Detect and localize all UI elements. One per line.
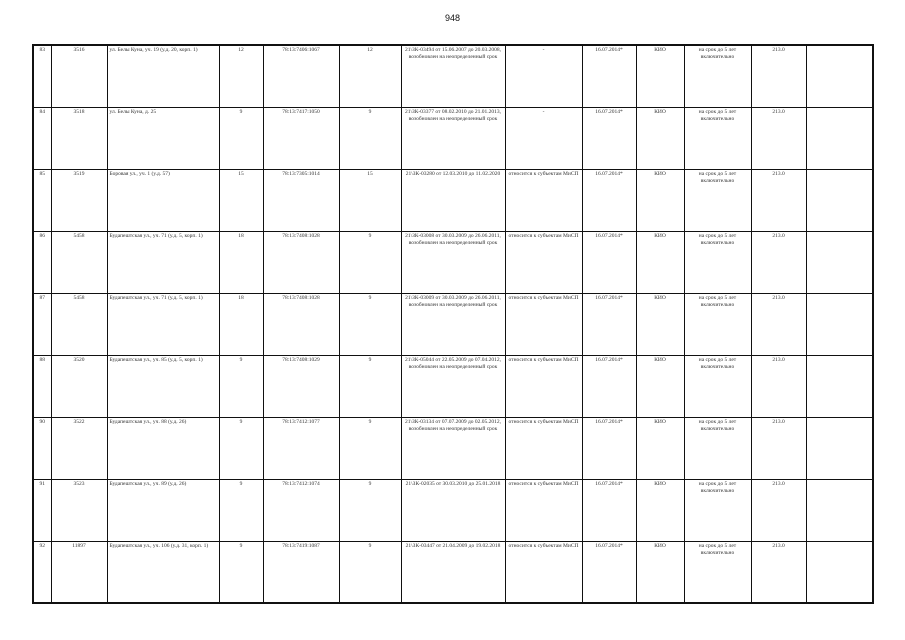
table-row: [33, 232, 873, 294]
object-id-cell: 3516: [51, 45, 107, 108]
document-cell: 21\ЗК-03009 от 30.03.2009 до 26.06.2011, возобновлен на неопределенный срок: [401, 294, 505, 356]
code-cell: 213.0: [751, 45, 806, 108]
subject-status-cell: -: [505, 108, 582, 170]
address-cell: ул. Белы Куна, д. 25: [107, 108, 219, 170]
term-cell: на срок до 5 лет включительно: [684, 294, 751, 356]
address-cell: Боровая ул., уч. 1 (у.д. 57): [107, 170, 219, 232]
registry-table: [32, 44, 874, 604]
address-cell: Будапештская ул., уч. 89 (у.д. 26): [107, 480, 219, 542]
page-number: 948: [444, 13, 461, 23]
used-area-cell: 9: [339, 294, 401, 356]
used-area-cell: 12: [339, 45, 401, 108]
table-row: [33, 356, 873, 418]
row-number-cell: 92: [33, 542, 51, 604]
used-area-cell: 9: [339, 356, 401, 418]
table-row: [33, 542, 873, 604]
registry-body: [33, 45, 873, 603]
area-cell: 18: [219, 294, 263, 356]
row-number-cell: 86: [33, 232, 51, 294]
used-area-cell: 15: [339, 170, 401, 232]
cadastral-number-cell: 78:13:7408:1029: [263, 356, 339, 418]
term-cell: на срок до 5 лет включительно: [684, 542, 751, 604]
organization-cell: КИО: [636, 232, 684, 294]
code-cell: 213.0: [751, 480, 806, 542]
code-cell: 213.0: [751, 294, 806, 356]
used-area-cell: 9: [339, 232, 401, 294]
organization-cell: КИО: [636, 108, 684, 170]
table-row: [33, 294, 873, 356]
table-row: [33, 45, 873, 108]
extra-cell: [806, 294, 873, 356]
table-row: [33, 170, 873, 232]
extra-cell: [806, 418, 873, 480]
area-cell: 9: [219, 542, 263, 604]
table-row: [33, 108, 873, 170]
subject-status-cell: относится к субъектам МиСП: [505, 232, 582, 294]
document-cell: 21\ЗК-02035 от 30.03.2010 до 25.01.2018: [401, 480, 505, 542]
term-cell: на срок до 5 лет включительно: [684, 232, 751, 294]
organization-cell: КИО: [636, 480, 684, 542]
table-row: [33, 480, 873, 542]
date-cell: 16.07.2014*: [582, 356, 636, 418]
code-cell: 213.0: [751, 108, 806, 170]
term-cell: на срок до 5 лет включительно: [684, 480, 751, 542]
area-cell: 9: [219, 108, 263, 170]
organization-cell: КИО: [636, 45, 684, 108]
code-cell: 213.0: [751, 542, 806, 604]
date-cell: 16.07.2014*: [582, 45, 636, 108]
address-cell: Будапештская ул., уч. 71 (у.д. 5, корп. 1): [107, 232, 219, 294]
document-cell: 21\ЗК-03377 от 08.02.2010 до 21.01.2013, возобновлен на неопределенный срок: [401, 108, 505, 170]
document-cell: 21\ЗК-03134 от 07.07.2009 до 02.05.2012, возобновлен на неопределенный срок: [401, 418, 505, 480]
area-cell: 9: [219, 418, 263, 480]
row-number-cell: 84: [33, 108, 51, 170]
term-cell: на срок до 5 лет включительно: [684, 356, 751, 418]
address-cell: ул. Белы Куна, уч. 19 (у.д. 20, корп. 1): [107, 45, 219, 108]
cadastral-number-cell: 78:13:7408:1028: [263, 232, 339, 294]
document-cell: 21\ЗК-03447 от 21.04.2009 до 19.02.2018: [401, 542, 505, 604]
cadastral-number-cell: 78:13:7412:1074: [263, 480, 339, 542]
term-cell: на срок до 5 лет включительно: [684, 108, 751, 170]
code-cell: 213.0: [751, 232, 806, 294]
date-cell: 16.07.2014*: [582, 108, 636, 170]
subject-status-cell: относится к субъектам МиСП: [505, 480, 582, 542]
organization-cell: КИО: [636, 356, 684, 418]
extra-cell: [806, 542, 873, 604]
cadastral-number-cell: 78:13:7305:1014: [263, 170, 339, 232]
organization-cell: КИО: [636, 170, 684, 232]
document-cell: 21\ЗК-05044 от 22.05.2009 до 07.04.2012, возобновлен на неопределенный срок: [401, 356, 505, 418]
extra-cell: [806, 108, 873, 170]
used-area-cell: 9: [339, 418, 401, 480]
address-cell: Будапештская ул., уч. 85 (у.д. 5, корп. 1): [107, 356, 219, 418]
area-cell: 9: [219, 356, 263, 418]
code-cell: 213.0: [751, 170, 806, 232]
extra-cell: [806, 170, 873, 232]
object-id-cell: 3522: [51, 418, 107, 480]
address-cell: Будапештская ул., уч. 88 (у.д. 26): [107, 418, 219, 480]
date-cell: 16.07.2014*: [582, 232, 636, 294]
subject-status-cell: относится к субъектам МиСП: [505, 356, 582, 418]
date-cell: 16.07.2014*: [582, 542, 636, 604]
object-id-cell: 3518: [51, 108, 107, 170]
code-cell: 213.0: [751, 418, 806, 480]
cadastral-number-cell: 78:13:7412:1077: [263, 418, 339, 480]
used-area-cell: 9: [339, 542, 401, 604]
area-cell: 12: [219, 45, 263, 108]
row-number-cell: 88: [33, 356, 51, 418]
date-cell: 16.07.2014*: [582, 480, 636, 542]
date-cell: 16.07.2014*: [582, 170, 636, 232]
area-cell: 9: [219, 480, 263, 542]
address-cell: Будапештская ул., уч. 71 (у.д. 5, корп. 1): [107, 294, 219, 356]
extra-cell: [806, 480, 873, 542]
term-cell: на срок до 5 лет включительно: [684, 45, 751, 108]
document-cell: 21\ЗК-03008 от 30.03.2009 до 26.06.2011, возобновлен на неопределенный срок: [401, 232, 505, 294]
table-row: [33, 418, 873, 480]
subject-status-cell: относится к субъектам МиСП: [505, 294, 582, 356]
used-area-cell: 9: [339, 480, 401, 542]
cadastral-number-cell: 78:13:7419:1087: [263, 542, 339, 604]
cadastral-number-cell: 78:13:7406:1067: [263, 45, 339, 108]
document-cell: 21\ЗК-03494 от 15.06.2007 до 20.03.2008, возобновлен на неопределенный срок: [401, 45, 505, 108]
code-cell: 213.0: [751, 356, 806, 418]
object-id-cell: 11897: [51, 542, 107, 604]
object-id-cell: 3520: [51, 356, 107, 418]
term-cell: на срок до 5 лет включительно: [684, 418, 751, 480]
subject-status-cell: -: [505, 45, 582, 108]
row-number-cell: 90: [33, 418, 51, 480]
row-number-cell: 83: [33, 45, 51, 108]
cadastral-number-cell: 78:13:7408:1028: [263, 294, 339, 356]
date-cell: 16.07.2014*: [582, 294, 636, 356]
date-cell: 16.07.2014*: [582, 418, 636, 480]
organization-cell: КИО: [636, 542, 684, 604]
document-cell: 21\ЗК-03280 от 12.03.2010 до 11.02.2020: [401, 170, 505, 232]
subject-status-cell: относится к субъектам МиСП: [505, 542, 582, 604]
used-area-cell: 9: [339, 108, 401, 170]
cadastral-number-cell: 78:13:7417:1050: [263, 108, 339, 170]
row-number-cell: 87: [33, 294, 51, 356]
row-number-cell: 85: [33, 170, 51, 232]
subject-status-cell: относится к субъектам МиСП: [505, 170, 582, 232]
extra-cell: [806, 45, 873, 108]
organization-cell: КИО: [636, 418, 684, 480]
area-cell: 15: [219, 170, 263, 232]
area-cell: 18: [219, 232, 263, 294]
extra-cell: [806, 232, 873, 294]
address-cell: Будапештская ул., уч. 106 (у.д. 31, корп. 1): [107, 542, 219, 604]
term-cell: на срок до 5 лет включительно: [684, 170, 751, 232]
subject-status-cell: относится к субъектам МиСП: [505, 418, 582, 480]
object-id-cell: 3523: [51, 480, 107, 542]
extra-cell: [806, 356, 873, 418]
object-id-cell: 3519: [51, 170, 107, 232]
object-id-cell: 5458: [51, 294, 107, 356]
object-id-cell: 5458: [51, 232, 107, 294]
row-number-cell: 91: [33, 480, 51, 542]
organization-cell: КИО: [636, 294, 684, 356]
